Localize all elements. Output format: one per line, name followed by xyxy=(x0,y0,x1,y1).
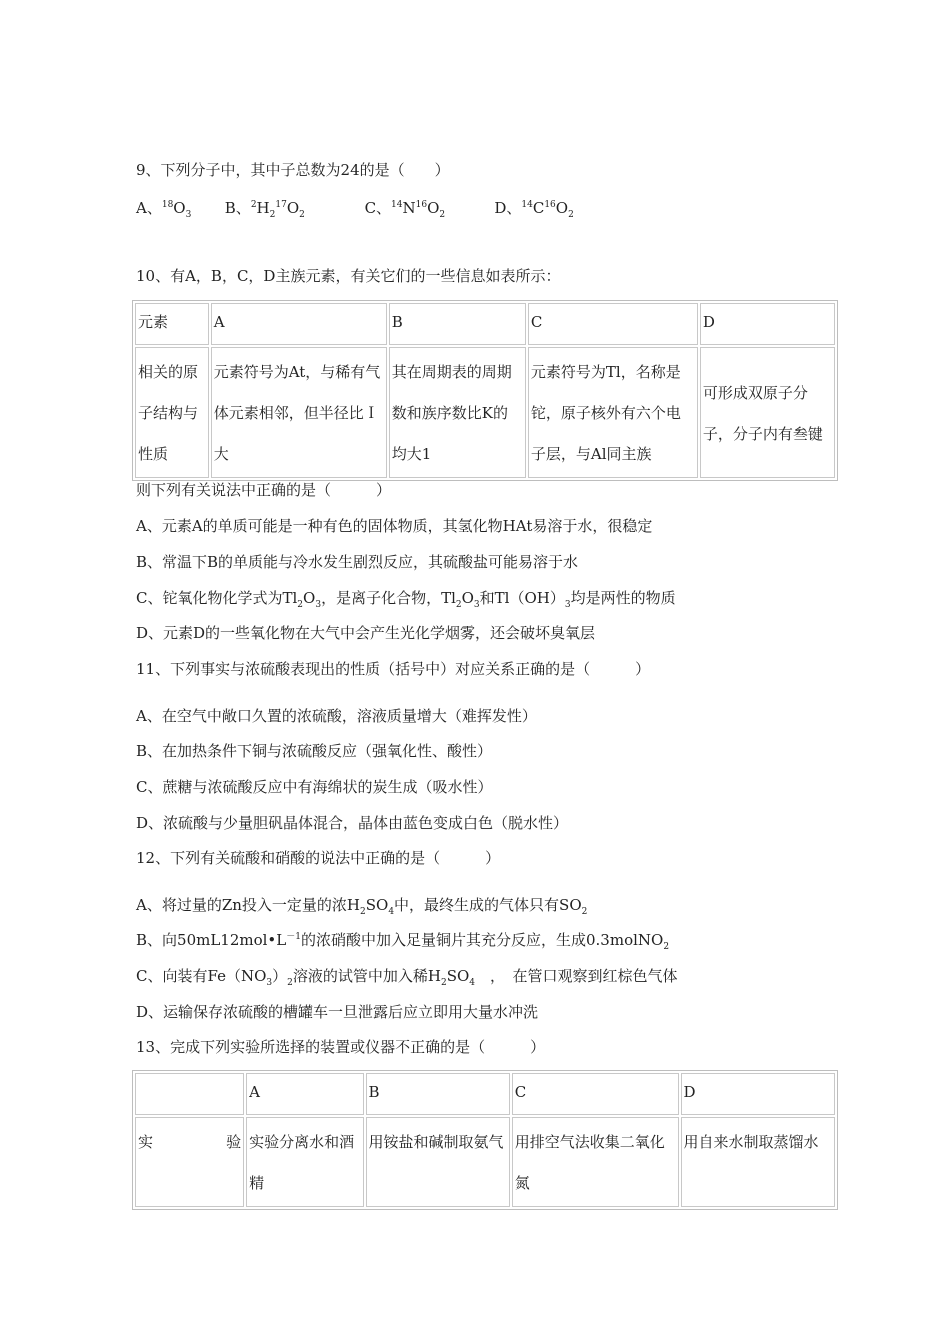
q10-stem: 10、有A，B，C，D主族元素，有关它们的一些信息如表所示： xyxy=(136,267,561,285)
q10-cell-b: 其在周期表的周期数和族序数比K的均大1 xyxy=(389,347,526,478)
q13-header-empty xyxy=(135,1073,244,1115)
q10-table-row xyxy=(135,347,835,478)
q10-option-c: C、铊氧化物化学式为$Tl_2O_3$，是离子化合物，$Tl_2O_3$和$Tl(OH)_3$均是两性的物质 xyxy=(136,589,676,610)
q9-option-c: C、$^{14}N^{16}O_2$ xyxy=(364,199,446,220)
q13-cell-b: 用铵盐和碱制取氨气 xyxy=(366,1117,510,1207)
q11-option-d: D、浓硫酸与少量胆矾晶体混合，晶体由蓝色变成白色（脱水性） xyxy=(136,814,569,832)
q10-row-label: 相关的原子结构与性质 xyxy=(135,347,209,478)
q13-header-c: C xyxy=(512,1073,679,1115)
q10-header-c: C xyxy=(528,303,698,345)
q13-header-d: D xyxy=(681,1073,836,1115)
q10-option-a: A、元素A的单质可能是一种有色的固体物质，其氢化物HAt易溶于水，很稳定 xyxy=(136,517,653,535)
q12-option-b: B、向$50mL12mol•L^{-1}$的浓硝酸中加入足量铜片其充分反应，生成0.3molNO$_2$ xyxy=(136,931,670,952)
q13-cell-d: 用自来水制取蒸馏水 xyxy=(681,1117,836,1207)
q12-stem: 12、下列有关硫酸和硝酸的说法中正确的是（ ） xyxy=(136,849,501,867)
q10-question: 则下列有关说法中正确的是（ ） xyxy=(136,481,392,499)
q10-header-b: B xyxy=(389,303,526,345)
q10-cell-d: 可形成双原子分子，分子内有叁键 xyxy=(700,347,835,478)
q12-option-c: C、向装有$Fe(NO_3)_2$溶液的试管中加入稀$H_2SO_4$ ， 在管口观察到红棕色气体 xyxy=(136,967,678,988)
q10-table xyxy=(132,300,838,481)
q13-header-a: A xyxy=(246,1073,363,1115)
q9-option-b: B、$^2H_2^{17}O_2$ xyxy=(224,199,305,220)
q13-table xyxy=(132,1070,838,1210)
q9-option-d: D、$^{14}C^{16}O_2$ xyxy=(494,199,574,220)
q13-table-row xyxy=(135,1117,835,1207)
q10-cell-c: 元素符号为Tl，名称是铊，原子核外有六个电子层，与Al同主族 xyxy=(528,347,698,478)
q9-options xyxy=(136,198,574,218)
q9-stem: 9、下列分子中，其中子总数为24的是（ ） xyxy=(136,161,450,179)
q11-stem: 11、下列事实与浓硫酸表现出的性质（括号中）对应关系正确的是（ ） xyxy=(136,660,651,678)
q11-option-b: B、在加热条件下铜与浓硫酸反应（强氧化性、酸性） xyxy=(136,742,493,760)
q13-cell-c: 用排空气法收集二氧化氮 xyxy=(512,1117,679,1207)
q10-header-d: D xyxy=(700,303,835,345)
q13-table-header-row xyxy=(135,1073,835,1115)
q13-stem: 13、完成下列实验所选择的装置或仪器不正确的是（ ） xyxy=(136,1038,546,1056)
q11-option-a: A、在空气中敞口久置的浓硫酸，溶液质量增大（难挥发性） xyxy=(136,707,537,725)
q10-cell-a: 元素符号为At，与稀有气体元素相邻，但半径比Ｉ大 xyxy=(211,347,387,478)
q10-header-element: 元素 xyxy=(135,303,209,345)
q10-header-a: A xyxy=(211,303,387,345)
q10-table-header-row xyxy=(135,303,835,345)
q12-option-d: D、运输保存浓硫酸的槽罐车一旦泄露后应立即用大量水冲洗 xyxy=(136,1003,539,1021)
q12-option-a: A、将过量的Zn投入一定量的浓$H_2SO_4$中，最终生成的气体只有$SO_2$ xyxy=(136,896,588,917)
q13-cell-a: 实验分离水和酒精 xyxy=(246,1117,363,1207)
q9-option-a: A、$^{18}O_3$ xyxy=(136,199,192,220)
q11-option-c: C、蔗糖与浓硫酸反应中有海绵状的炭生成（吸水性） xyxy=(136,778,493,796)
q13-header-b: B xyxy=(366,1073,510,1115)
q10-option-b: B、常温下B的单质能与冷水发生剧烈反应，其硫酸盐可能易溶于水 xyxy=(136,553,579,571)
q13-row-label: 实 验 xyxy=(135,1117,244,1207)
q10-option-d: D、元素D的一些氧化物在大气中会产生光化学烟雾，还会破坏臭氧层 xyxy=(136,624,596,642)
